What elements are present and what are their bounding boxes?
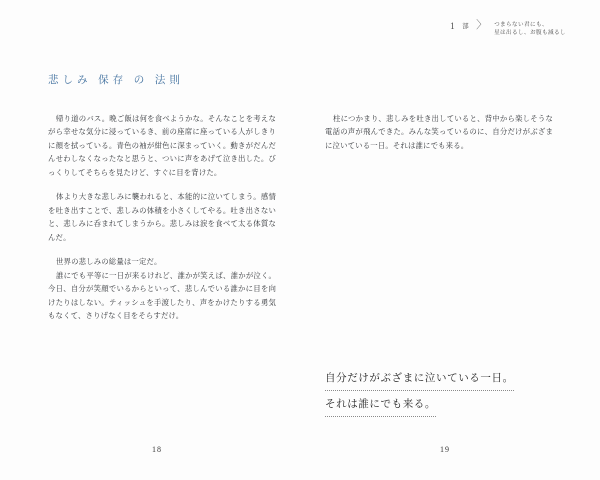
running-header	[450, 20, 566, 38]
header-subtitle	[494, 20, 566, 38]
pull-quote-line-2: それは誰にでも来る。	[325, 394, 436, 417]
left-column-text	[48, 112, 276, 334]
page-number-left: 18	[152, 445, 162, 454]
page-number-right: 19	[440, 445, 450, 454]
paragraph: 柱につかまり、悲しみを吐き出していると、背中から楽しそうな電話の声が飛んできた。みんな笑っているのに、自分だけがぶざまに泣いている一日。それは誰にでも来る。	[325, 114, 553, 150]
paragraph: 世界の悲しみの総量は一定だ。	[56, 257, 162, 267]
chapter-label: 部	[462, 23, 470, 30]
paragraph: 体より大きな悲しみに襲われると、本能的に泣いてしまう。感情を吐き出すことで、悲しみの体積を小さくしてやる。吐き出さないと、悲しみに呑まれてしまうから。悲しみは涙を食べて太る体質なんだ。	[48, 192, 276, 242]
chapter-number: 1	[450, 21, 456, 31]
pull-quote	[325, 368, 563, 420]
paragraph: 帰り道のバス。晩ご飯は何を食べようかな。そんなことを考えながら幸せな気分に浸っているき、前の座席に座っている人がしきりに顔を拭っている。青色の袖が紺色に深まっていく。動きがだんだんせわしなくなったなと思うと、ついに声をあげて泣き出した。びっくりしてそちらを見たけど、すぐに目を背けた。	[48, 114, 276, 177]
page-gutter	[300, 0, 301, 480]
paragraph: 誰にでも平等に一日が来るけれど、誰かが笑えば、誰かが泣く。今日、自分が笑顔でいるからといって、悲しんでいる誰かに目を向けたりはしない。ティッシュを手渡したり、声をかけたりする勇気もなくて、さりげなく目をそらすだけ。	[48, 270, 276, 321]
header-subtitle-line2: 星は出るし、お腹も減るし	[494, 30, 566, 37]
header-subtitle-line1: つまらない君にも、	[494, 22, 549, 28]
bracket-icon: 〉	[476, 19, 488, 31]
right-column-text	[325, 112, 553, 163]
pull-quote-line-1: 自分だけがぶざまに泣いている一日。	[325, 368, 514, 391]
section-heading: 悲しみ 保存 の 法則	[48, 75, 184, 86]
